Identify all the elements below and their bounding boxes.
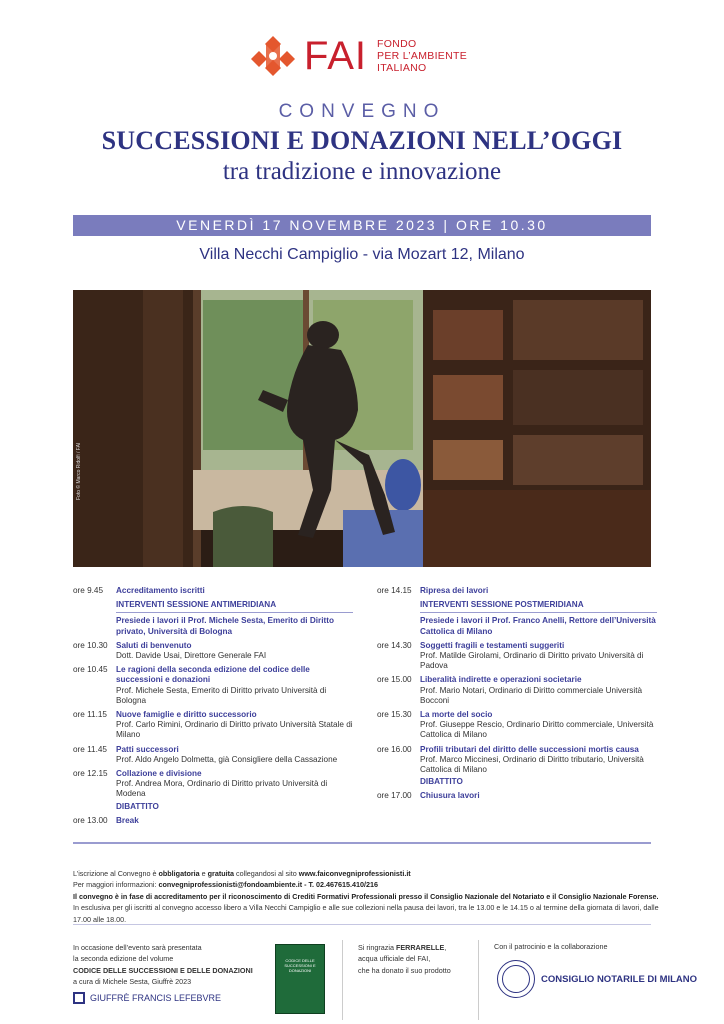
divider — [342, 940, 343, 1020]
list-item: ore 13.00 Break — [73, 815, 139, 825]
publisher-logo: GIUFFRÈ FRANCIS LEFEBVRE — [73, 992, 221, 1004]
list-item: ore 10.30 Saluti di benvenuto Dott. Davide Usai, Direttore Generale FAI — [73, 640, 267, 661]
divider — [73, 924, 651, 925]
book-announcement: In occasione dell’evento sarà presentata la seconda edizione del volume CODICE DELLE SUCCESSIONI E DELLE DONAZIONI a cura di Michele Sesta, Giuffrè 2023 — [73, 943, 253, 987]
fai-logo-icon — [250, 33, 296, 79]
contact-email[interactable]: convegniprofessionisti@fondoambiente.it - T. 02.467615.410/216 — [158, 880, 379, 890]
list-item: ore 15.00 Liberalità indirette e operazioni societarie Prof. Mario Notari, Ordinario di Diritto commerciale Università Bocconi — [377, 675, 643, 705]
page-subtitle: tra tradizione e innovazione — [222, 158, 502, 185]
list-item: ore 11.15 Nuove famiglie e diritto successorio Prof. Carlo Rimini, Ordinario di Diritto privato Università Statale di Milano — [73, 710, 353, 740]
publisher-icon — [73, 992, 85, 1004]
list-item: ore 17.00 Chiusura lavori — [377, 791, 480, 801]
patronage-label: Con il patrocinio e la collaborazione — [494, 942, 608, 951]
list-item: ore 15.30 La morte del socio Prof. Giuseppe Rescio, Ordinario Diritto commerciale, Università Cattolica di Milano — [377, 710, 654, 740]
program-morning — [73, 586, 353, 830]
logo-subtitle: FONDO PER L’AMBIENTE ITALIANO — [377, 38, 468, 74]
logo-text: FAI — [304, 33, 368, 78]
session-heading: INTERVENTI SESSIONE ANTIMERIDIANA — [116, 600, 353, 613]
list-item: ore 14.15 Ripresa dei lavori — [377, 586, 489, 595]
library-statue-image — [73, 290, 651, 567]
book-cover-image: CODICE DELLE SUCCESSIONI E DONAZIONI — [275, 944, 325, 1014]
session-chair: Presiede i lavori il Prof. Franco Anelli, Rettore dell’Università Cattolica di Milano — [420, 616, 656, 636]
session-heading: INTERVENTI SESSIONE POSTMERIDIANA — [420, 600, 657, 613]
seal-icon — [497, 960, 535, 998]
list-item: ore 16.00 Profili tributari del diritto delle successioni mortis causa Prof. Marco Miccinesi, Ordinario di Diritto tributario, Università Cattolica di Milano — [377, 744, 644, 775]
list-item: ore 9.45 Accreditamento iscritti — [73, 586, 205, 595]
list-item: ore 12.15 Collazione e divisione Prof. Andrea Mora, Ordinario di Diritto privato Università di Modena — [73, 769, 328, 799]
divider — [73, 842, 651, 844]
photo-credit: Foto © Marco Ridolfi / FAI — [76, 442, 82, 500]
session-chair: Presiede i lavori il Prof. Michele Sesta, Emerito di Diritto privato, Università di Bologna — [116, 616, 334, 636]
list-item: ore 10.45 Le ragioni della seconda edizione del codice delle successioni e donazioni Prof. Michele Sesta, Emerito di Diritto privato Università di Bologna — [73, 665, 327, 705]
list-item: ore 14.30 Soggetti fragili e testamenti suggeriti Prof. Matilde Girolami, Ordinario di Diritto privato Università di Padova — [377, 640, 644, 671]
sponsor-thanks: Si ringrazia FERRARELLE, acqua ufficiale del FAI, che ha donato il suo prodotto — [358, 943, 451, 975]
fai-logo — [250, 30, 467, 82]
debate-label: DIBATTITO — [116, 801, 159, 811]
program-afternoon — [377, 586, 657, 806]
divider — [478, 940, 479, 1020]
page-title: SUCCESSIONI E DONAZIONI NELL’OGGI — [101, 126, 623, 155]
hero-photo — [73, 290, 651, 567]
registration-link[interactable]: www.faiconvegniprofessionisti.it — [298, 869, 411, 878]
notary-council-logo: CONSIGLIO NOTARILE DI MILANO — [497, 960, 697, 998]
list-item: ore 11.45 Patti successori Prof. Aldo Angelo Dolmetta, già Consigliere della Cassazione — [73, 744, 338, 764]
venue: Villa Necchi Campiglio - via Mozart 12, Milano — [199, 246, 525, 263]
date-band: VENERDÌ 17 NOVEMBRE 2023 | ORE 10.30 — [73, 215, 651, 236]
debate-label: DIBATTITO — [420, 777, 463, 787]
registration-info: L’iscrizione al Convegno è obbligatoria e gratuita collegandosi al sito www.faiconvegniprofessionisti.it Per maggiori informazioni: convegniprofessionisti@fondoambiente.it - T. 02.467615.410/216 Il convegno è in fase di accreditamento per il riconoscimento di Crediti Formativi Professionali presso il Consiglio Nazionale del Notariato e il Consiglio Nazionale Forense. In esclusiva per gli iscritti al convegno accesso libero a Villa Necchi Campiglio e alle sue collezioni nella pausa dei lavori, tra le 13.00 e le 14.15 o al termine della giornata di lavori, dalle 17.00 alle 18.00. — [73, 869, 659, 924]
eyebrow: CONVEGNO — [278, 101, 446, 122]
